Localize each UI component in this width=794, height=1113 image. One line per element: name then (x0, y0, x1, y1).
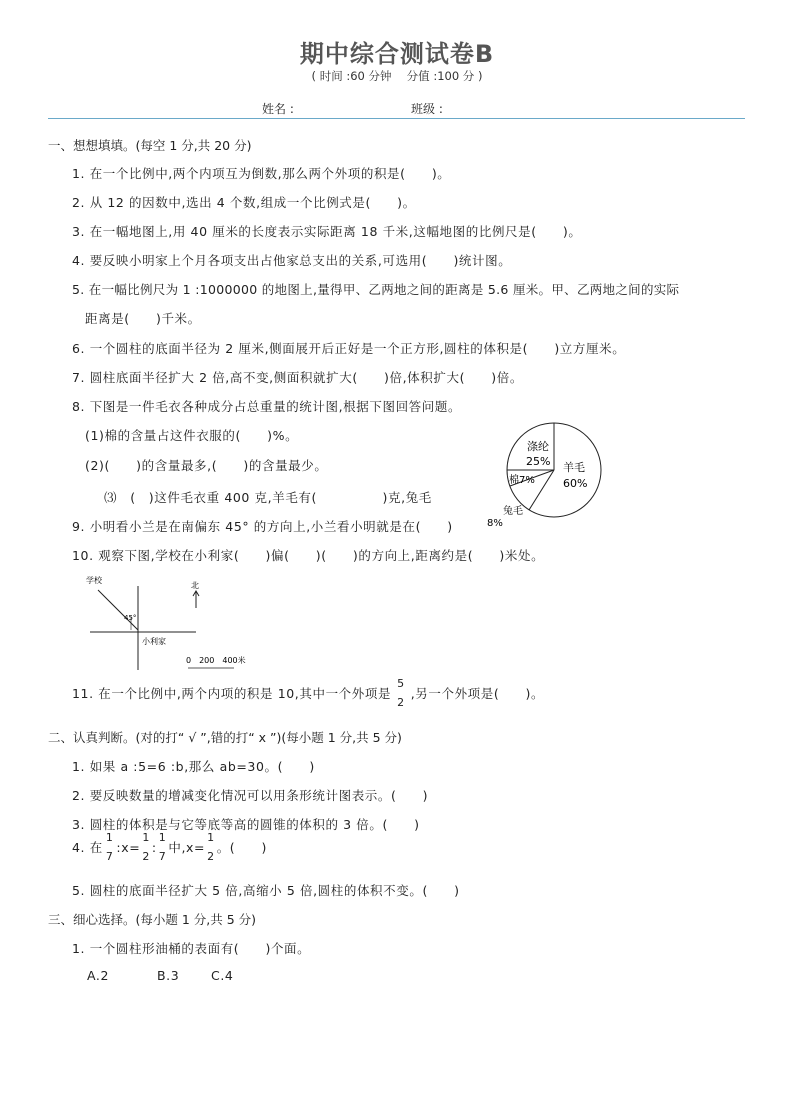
question-1-5: 5. 在一幅比例尺为 1 :1000000 的地图上,量得甲、乙两地之间的距离是 5.6 厘米。甲、乙两地之间的实际 (72, 282, 680, 297)
exam-info: ( 时间 :60 分钟 分值 :100 分 ) (311, 69, 483, 83)
question-1-11 (72, 678, 544, 708)
page-title: 期中综合测试卷B (299, 40, 495, 68)
scale-label: 0 200 400米 (186, 656, 246, 665)
option-c: C.4 (211, 968, 234, 983)
section-3-heading: 三、细心选择。(每小题 1 分,共 5 分) (48, 912, 257, 927)
question-3-1: 1. 一个圆柱形油桶的表面有( )个面。 (72, 941, 311, 956)
question-1-8-3: ⑶ ( )这件毛衣重 400 克,羊毛有( )克,兔毛 (104, 490, 432, 505)
pie-label-polyester: 涤纶 (527, 440, 549, 453)
question-2-5: 5. 圆柱的底面半径扩大 5 倍,高缩小 5 倍,圆柱的体积不变。( ) (72, 883, 460, 898)
question-1-5-cont: 距离是( )千米。 (85, 311, 201, 326)
question-1-3: 3. 在一幅地图上,用 40 厘米的长度表示实际距离 18 千米,这幅地图的比例尺是( )。 (72, 224, 582, 239)
pie-label-wool: 羊毛 (563, 461, 585, 474)
fraction: 5 2 (397, 677, 405, 709)
question-1-10: 10. 观察下图,学校在小利家( )偏( )( )的方向上,距离约是( )米处。 (72, 548, 545, 563)
question-2-4: 4. 在 1 7 :x= 1 2 : 1 7 中,x= 1 2 。( ) (72, 831, 267, 863)
question-1-4: 4. 要反映小明家上个月各项支出占他家总支出的关系,可选用( )统计图。 (72, 253, 512, 268)
pie-value-rabbit: 8% (487, 518, 503, 529)
question-1-8-1: (1)棉的含量占这件衣服的( )%。 (85, 428, 299, 443)
pie-value-wool: 60% (563, 477, 588, 490)
school-direction-line (98, 590, 138, 630)
class-label: 班级 : (411, 102, 443, 116)
section-2-heading: 二、认真判断。(对的打“ √ ”,错的打“ x ”)(每小题 1 分,共 5 分) (48, 730, 402, 745)
fraction: 1 2 (207, 831, 215, 863)
fraction: 1 7 (158, 831, 167, 863)
composition-pie-chart (487, 420, 620, 530)
question-1-2: 2. 从 12 的因数中,选出 4 个数,组成一个比例式是( )。 (72, 195, 416, 210)
pie-value-polyester: 25% (526, 455, 551, 468)
question-1-8-2: (2)( )的含量最多,( )的含量最少。 (85, 458, 328, 473)
fraction: 1 2 (142, 831, 150, 863)
home-label: 小利家 (142, 637, 166, 646)
question-2-1: 1. 如果 a :5=6 :b,那么 ab=30。( ) (72, 759, 315, 774)
question-2-2: 2. 要反映数量的增减变化情况可以用条形统计图表示。( ) (72, 788, 429, 803)
section-1-heading: 一、想想填填。(每空 1 分,共 20 分) (48, 138, 252, 153)
pie-label-rabbit: 兔毛 (503, 506, 523, 517)
question-1-8: 8. 下图是一件毛衣各种成分占总重量的统计图,根据下图回答问题。 (72, 399, 462, 414)
angle-label: 45° (124, 614, 137, 622)
north-label: 北 (191, 581, 199, 590)
question-1-11-text: 11. 在一个比例中,两个内项的积是 10,其中一个外项是 (72, 686, 392, 701)
school-label: 学校 (86, 576, 102, 585)
question-1-7: 7. 圆柱底面半径扩大 2 倍,高不变,侧面积就扩大( )倍,体积扩大( )倍。 (72, 370, 523, 385)
question-1-6: 6. 一个圆柱的底面半径为 2 厘米,侧面展开后正好是一个正方形,圆柱的体积是( )立方厘米。 (72, 341, 626, 356)
option-a: A.2 (87, 968, 110, 983)
question-1-9: 9. 小明看小兰是在南偏东 45° 的方向上,小兰看小明就是在( ) (72, 519, 453, 534)
option-b: B.3 (157, 968, 180, 983)
name-label: 姓名 : (262, 102, 294, 116)
question-1-11-tail: ,另一个外项是( )。 (410, 686, 545, 701)
fraction: 1 7 (105, 831, 114, 863)
question-1-1: 1. 在一个比例中,两个内项互为倒数,那么两个外项的积是( )。 (72, 166, 451, 181)
header-divider (48, 118, 745, 119)
pie-label-cotton: 棉7% (509, 475, 535, 486)
direction-map (84, 572, 254, 672)
question-2-3: 3. 圆柱的体积是与它等底等高的圆锥的体积的 3 倍。( ) (72, 817, 420, 832)
